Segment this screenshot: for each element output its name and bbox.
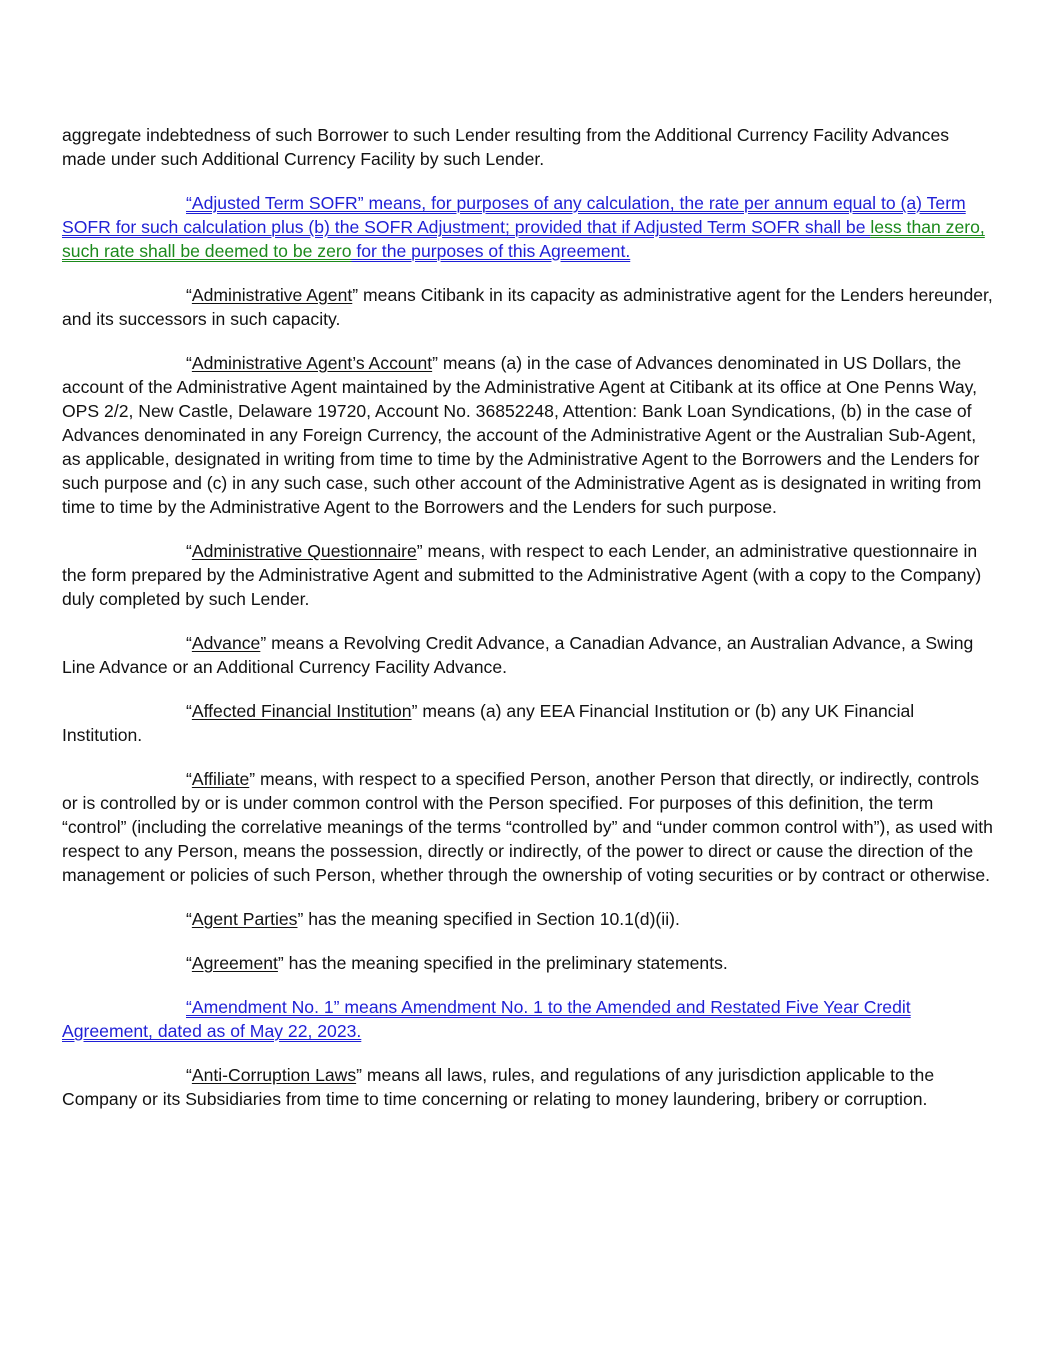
document-page	[62, 123, 994, 1131]
open-quote: “	[186, 633, 192, 653]
definition-agent-parties	[62, 907, 994, 931]
open-quote: “	[186, 285, 192, 305]
definition-text: ” means (a) in the case of Advances denominated in US Dollars, the account of the Administrative Agent maintained by the Administrative Agent at Citibank at its office at One Penns Way, OPS 2/2, New Castle, Delaware 19720, Account No. 36852248, Attention: Bank Loan Syndications, (b) in the case of Advances denominated in any Foreign Currency, the account of the Administrative Agent or the Australian Sub-Agent, as applicable, designated in writing from time to time by the Administrative Agent to the Borrowers and the Lenders for such purpose and (c) in any such case, such other account of the Administrative Agent as is designated in writing from time to time by the Administrative Agent to the Borrowers and the Lenders for such purpose.	[62, 353, 982, 517]
definition-text: ” means, with respect to each Lender, an administrative questionnaire in the form prepared by the Administrative Agent and submitted to the Administrative Agent (with a copy to the Company) duly completed by such Lender.	[62, 541, 982, 609]
continuation-paragraph: aggregate indebtedness of such Borrower to such Lender resulting from the Additional Currency Facility Advances made under such Additional Currency Facility by such Lender.	[62, 125, 950, 169]
inserted-text: “Adjusted Term SOFR” means, for purposes of any calculation, the rate per annum equal to (a) Term SOFR for such calculation plus (b) the SOFR Adjustment; provided that if Adjusted Term SOFR shall be	[62, 193, 966, 237]
open-quote: “	[186, 909, 192, 929]
defined-term: Agent Parties	[191, 909, 298, 929]
open-quote: “	[186, 701, 192, 721]
open-quote: “	[186, 353, 192, 373]
definition-administrative-questionnaire	[62, 539, 994, 611]
defined-term: Anti-Corruption Laws	[191, 1065, 357, 1085]
definition-text: ” means Citibank in its capacity as administrative agent for the Lenders hereunder, and its successors in such capacity.	[62, 285, 993, 329]
definition-amendment-no-1	[62, 995, 994, 1043]
open-quote: “	[186, 953, 192, 973]
definition-text: ” has the meaning specified in the preliminary statements.	[277, 953, 728, 973]
definition-text: ” means all laws, rules, and regulations of any jurisdiction applicable to the Company or its Subsidiaries from time to time concerning or relating to money laundering, bribery or corruption.	[62, 1065, 935, 1109]
definition-text: ” means, with respect to a specified Person, another Person that directly, or indirectly, controls or is controlled by or is under common control with the Person specified. For purposes of this definition, the term “control” (including the correlative meanings of the terms “controlled by” and “under common control with”), as used with respect to any Person, means the possession, directly or indirectly, of the power to direct or cause the direction of the management or policies of such Person, whether through the ownership of voting securities or by contract or otherwise.	[62, 769, 993, 885]
definition-affiliate	[62, 767, 994, 887]
open-quote: “	[186, 769, 192, 789]
inserted-text-green: less than zero, such rate shall be deemed to be zero	[62, 217, 985, 261]
defined-term: Agreement	[191, 953, 278, 973]
definition-administrative-agents-account	[62, 351, 994, 519]
defined-term: Advance	[191, 633, 261, 653]
definition-administrative-agent	[62, 283, 994, 331]
open-quote: “	[186, 541, 192, 561]
defined-term: Administrative Agent’s Account	[191, 353, 433, 373]
inserted-text-end: for the purposes of this Agreement.	[351, 241, 631, 261]
defined-term: Affiliate	[191, 769, 250, 789]
definition-affected-financial-institution	[62, 699, 994, 747]
definition-text: ” means a Revolving Credit Advance, a Canadian Advance, an Australian Advance, a Swing Line Advance or an Additional Currency Facility Advance.	[62, 633, 974, 677]
definition-anti-corruption-laws	[62, 1063, 994, 1111]
inserted-text: “Amendment No. 1” means Amendment No. 1 to the Amended and Restated Five Year Credit Agreement, dated as of May 22, 2023.	[62, 997, 911, 1041]
defined-term: Administrative Agent	[191, 285, 353, 305]
definition-adjusted-term-sofr	[62, 191, 994, 263]
defined-term: Administrative Questionnaire	[191, 541, 417, 561]
open-quote: “	[186, 1065, 192, 1085]
definition-text: ” means (a) any EEA Financial Institution or (b) any UK Financial Institution.	[62, 701, 915, 745]
defined-term: Affected Financial Institution	[191, 701, 412, 721]
definition-advance	[62, 631, 994, 679]
definition-agreement	[62, 951, 994, 975]
definition-text: ” has the meaning specified in Section 10.1(d)(ii).	[297, 909, 680, 929]
